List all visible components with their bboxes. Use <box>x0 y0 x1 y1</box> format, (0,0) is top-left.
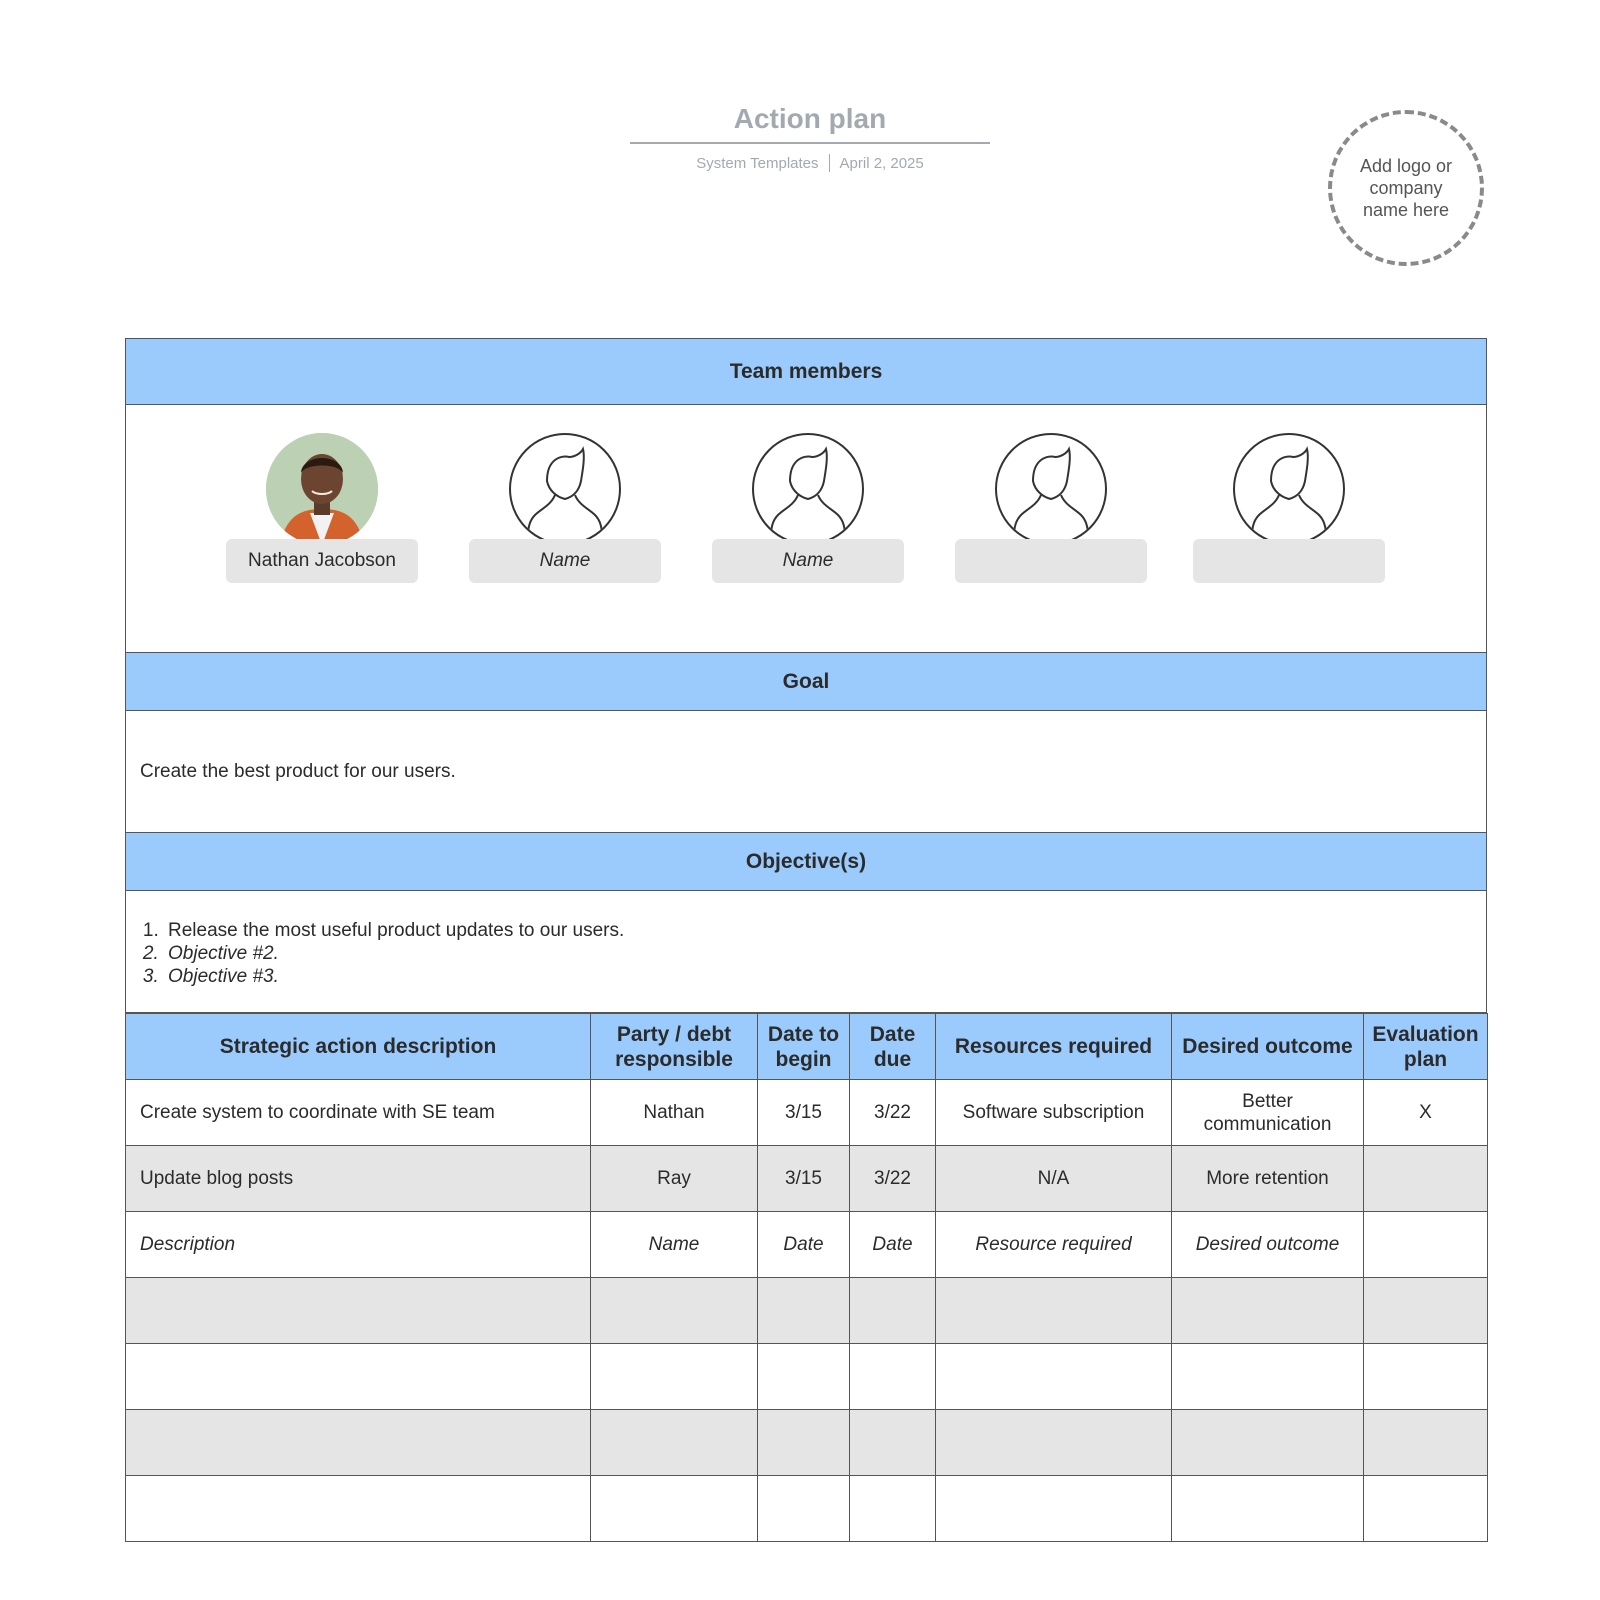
avatar[interactable] <box>752 433 864 545</box>
table-cell[interactable] <box>126 1344 591 1410</box>
table-cell[interactable]: Software subscription <box>936 1080 1172 1146</box>
table-cell[interactable] <box>1364 1410 1488 1476</box>
team-members-section <box>125 405 1487 653</box>
member-name[interactable]: Name <box>469 539 661 583</box>
table-cell[interactable] <box>591 1278 758 1344</box>
avatar[interactable] <box>1233 433 1345 545</box>
table-cell[interactable] <box>936 1476 1172 1542</box>
table-cell[interactable] <box>850 1278 936 1344</box>
table-cell[interactable]: Desired outcome <box>1172 1212 1364 1278</box>
table-cell[interactable] <box>591 1344 758 1410</box>
table-cell[interactable] <box>591 1410 758 1476</box>
table-cell[interactable] <box>1172 1410 1364 1476</box>
objective-item[interactable]: 1. Release the most useful product updates to our users. <box>164 919 1472 942</box>
objective-item[interactable]: 2. Objective #2. <box>164 942 1472 965</box>
table-cell[interactable] <box>1364 1212 1488 1278</box>
table-cell[interactable] <box>758 1476 850 1542</box>
table-cell[interactable]: More retention <box>1172 1146 1364 1212</box>
table-cell[interactable]: Date <box>850 1212 936 1278</box>
logo-placeholder[interactable]: Add logo or company name here <box>1328 110 1484 266</box>
member-name[interactable]: Name <box>712 539 904 583</box>
document-date: April 2, 2025 <box>839 154 924 172</box>
person-icon <box>997 435 1105 543</box>
person-icon <box>1235 435 1343 543</box>
meta-divider <box>829 154 830 172</box>
table-row <box>126 1080 1488 1146</box>
table-row <box>126 1212 1488 1278</box>
goal-text[interactable]: Create the best product for our users. <box>125 711 1487 833</box>
table-cell[interactable]: Ray <box>591 1146 758 1212</box>
table-cell[interactable] <box>850 1476 936 1542</box>
table-cell[interactable] <box>126 1476 591 1542</box>
column-header-evaluation: Evaluation plan <box>1364 1014 1488 1080</box>
page-title[interactable]: Action plan <box>733 103 887 134</box>
table-cell[interactable] <box>850 1410 936 1476</box>
table-cell[interactable] <box>758 1278 850 1344</box>
title-underline <box>630 142 990 144</box>
avatar[interactable] <box>266 433 378 545</box>
team-members-heading: Team members <box>125 338 1487 405</box>
avatar[interactable] <box>509 433 621 545</box>
table-cell[interactable]: Name <box>591 1212 758 1278</box>
document-meta <box>630 154 990 172</box>
table-cell[interactable]: 3/22 <box>850 1146 936 1212</box>
table-cell[interactable] <box>936 1278 1172 1344</box>
team-member[interactable] <box>226 433 418 583</box>
column-header-description: Strategic action description <box>126 1014 591 1080</box>
person-icon <box>754 435 862 543</box>
column-header-date-due: Date due <box>850 1014 936 1080</box>
table-cell[interactable] <box>936 1410 1172 1476</box>
person-photo <box>266 433 378 545</box>
column-header-responsible: Party / debt responsible <box>591 1014 758 1080</box>
table-cell[interactable] <box>758 1410 850 1476</box>
table-row <box>126 1278 1488 1344</box>
person-icon <box>511 435 619 543</box>
table-row <box>126 1410 1488 1476</box>
table-cell[interactable] <box>1364 1344 1488 1410</box>
table-cell[interactable]: 3/22 <box>850 1080 936 1146</box>
table-cell[interactable]: 3/15 <box>758 1080 850 1146</box>
table-cell[interactable] <box>1364 1146 1488 1212</box>
table-cell[interactable] <box>850 1344 936 1410</box>
member-name[interactable] <box>1193 539 1385 583</box>
table-row <box>126 1476 1488 1542</box>
table-cell[interactable] <box>126 1278 591 1344</box>
table-cell[interactable] <box>936 1344 1172 1410</box>
template-source: System Templates <box>696 154 819 172</box>
table-cell[interactable]: Description <box>126 1212 591 1278</box>
table-row <box>126 1146 1488 1212</box>
goal-heading: Goal <box>125 653 1487 711</box>
team-member[interactable] <box>469 433 661 583</box>
table-cell[interactable] <box>126 1410 591 1476</box>
table-cell[interactable]: 3/15 <box>758 1146 850 1212</box>
action-plan-sheet <box>125 338 1487 1542</box>
table-cell[interactable] <box>1172 1344 1364 1410</box>
table-cell[interactable] <box>758 1344 850 1410</box>
table-cell[interactable]: Nathan <box>591 1080 758 1146</box>
objectives-section[interactable] <box>125 891 1487 1013</box>
table-cell[interactable]: Better communication <box>1172 1080 1364 1146</box>
table-cell[interactable] <box>1364 1476 1488 1542</box>
team-member[interactable] <box>1193 433 1385 583</box>
team-member[interactable] <box>955 433 1147 583</box>
column-header-outcome: Desired outcome <box>1172 1014 1364 1080</box>
table-cell[interactable]: X <box>1364 1080 1488 1146</box>
objective-item[interactable]: 3. Objective #3. <box>164 965 1472 988</box>
table-cell[interactable]: N/A <box>936 1146 1172 1212</box>
table-cell[interactable] <box>591 1476 758 1542</box>
table-cell[interactable]: Create system to coordinate with SE team <box>126 1080 591 1146</box>
member-name[interactable]: Nathan Jacobson <box>226 539 418 583</box>
table-header-row <box>126 1014 1488 1080</box>
document-header <box>630 100 990 172</box>
table-cell[interactable]: Date <box>758 1212 850 1278</box>
column-header-date-begin: Date to begin <box>758 1014 850 1080</box>
objectives-heading: Objective(s) <box>125 833 1487 891</box>
member-name[interactable] <box>955 539 1147 583</box>
avatar[interactable] <box>995 433 1107 545</box>
table-cell[interactable]: Update blog posts <box>126 1146 591 1212</box>
column-header-resources: Resources required <box>936 1014 1172 1080</box>
table-cell[interactable] <box>1172 1278 1364 1344</box>
table-cell[interactable]: Resource required <box>936 1212 1172 1278</box>
team-member[interactable] <box>712 433 904 583</box>
objectives-list <box>140 919 1472 988</box>
table-cell[interactable] <box>1172 1476 1364 1542</box>
table-row <box>126 1344 1488 1410</box>
table-cell[interactable] <box>1364 1278 1488 1344</box>
actions-table <box>125 1013 1488 1542</box>
